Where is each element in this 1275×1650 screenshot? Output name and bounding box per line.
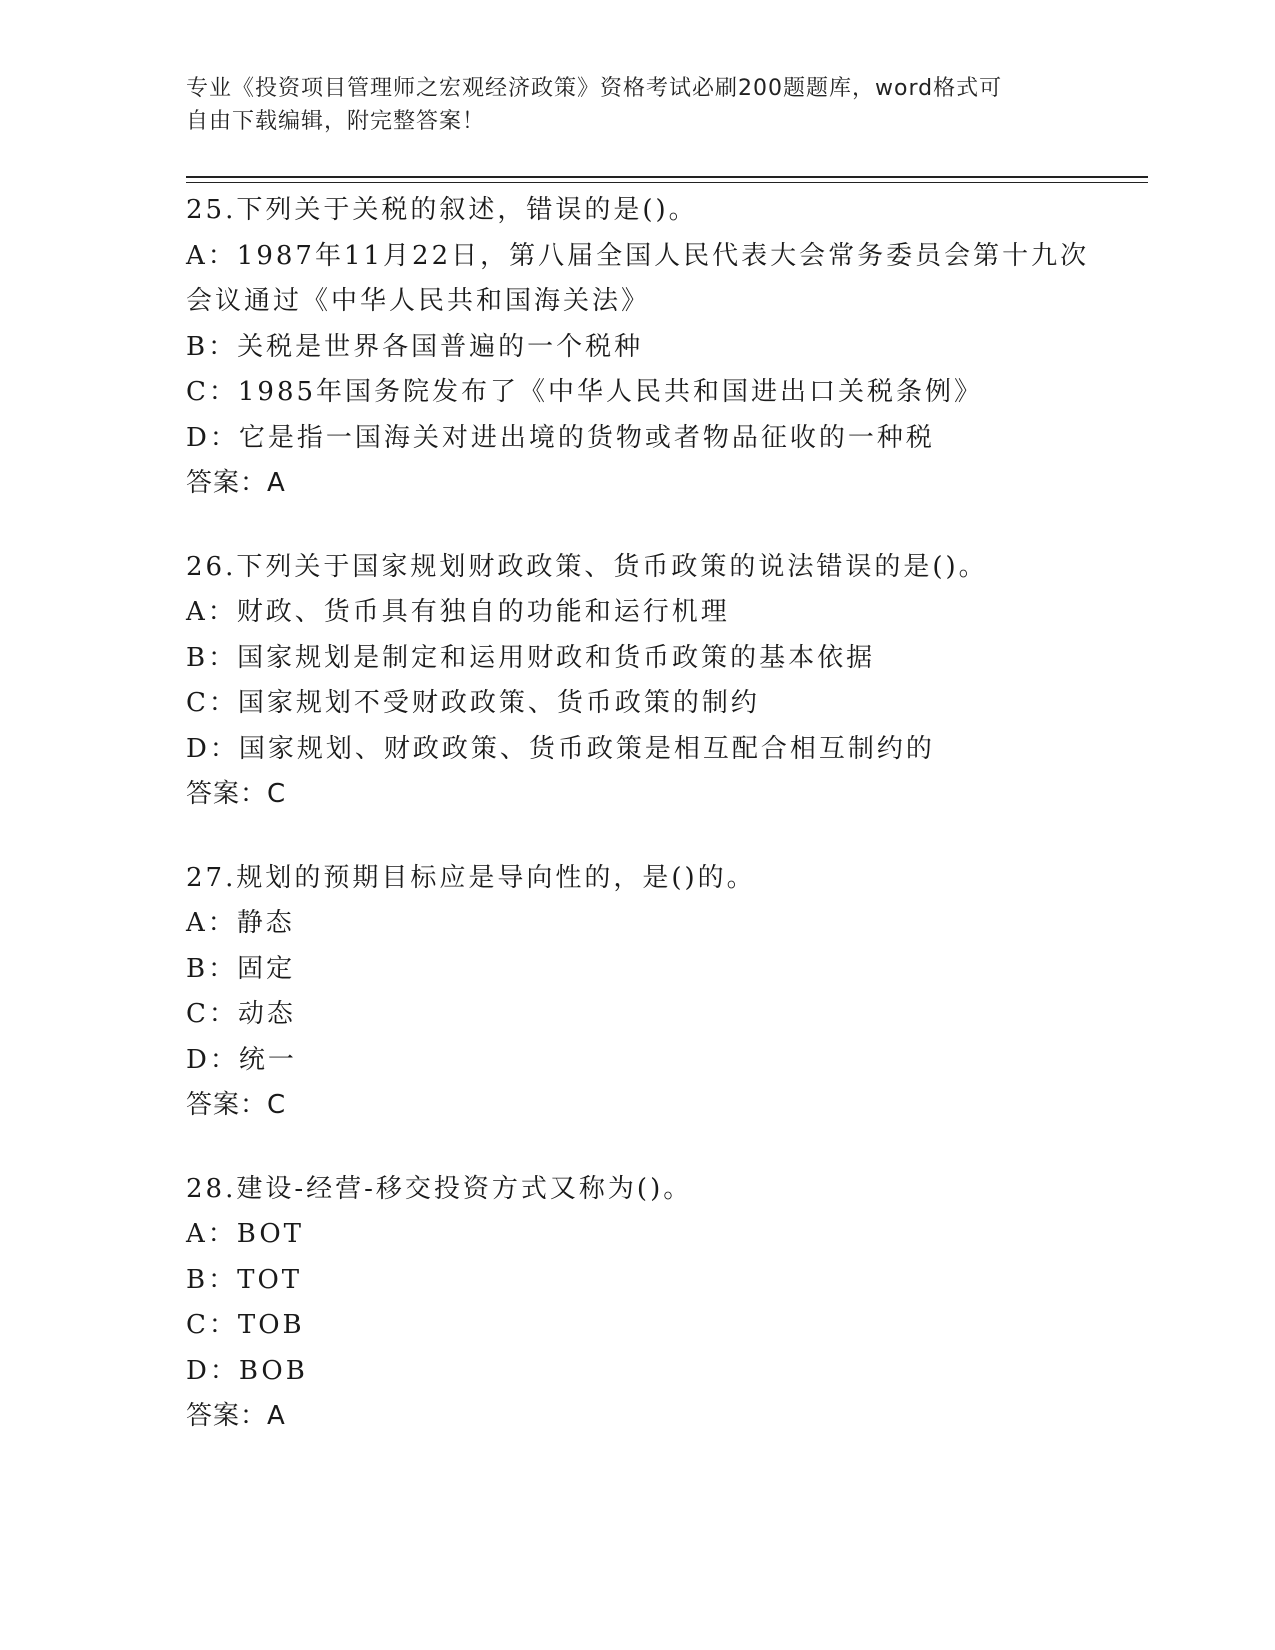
answer-line: 答案：C — [186, 779, 287, 809]
header-divider-thin — [186, 182, 1148, 183]
answer-line: 答案：C — [186, 1090, 287, 1120]
option-c: C：动态 — [186, 999, 296, 1029]
option-b: B：国家规划是制定和运用财政和货币政策的基本依据 — [186, 642, 876, 673]
option-d: D：统一 — [186, 1044, 297, 1075]
option-c: C：TOB — [186, 1310, 305, 1340]
header-line-2: 自由下载编辑，附完整答案！ — [186, 109, 486, 134]
question-28 — [186, 1167, 1106, 1440]
option-b: B：关税是世界各国普遍的一个税种 — [186, 331, 644, 362]
question-25 — [186, 188, 1106, 507]
question-stem: 26.下列关于国家规划财政政策、货币政策的说法错误的是()。 — [186, 551, 988, 582]
header-divider-thick — [186, 176, 1148, 178]
option-d: D：国家规划、财政政策、货币政策是相互配合相互制约的 — [186, 733, 935, 764]
option-c: C：1985年国务院发布了《中华人民共和国进出口关税条例》 — [186, 377, 984, 407]
question-26 — [186, 545, 1106, 818]
option-c: C：国家规划不受财政政策、货币政策的制约 — [186, 688, 760, 718]
option-a: A：BOT — [186, 1219, 305, 1249]
option-a: A：静态 — [186, 908, 295, 938]
question-27 — [186, 856, 1106, 1129]
option-b: B：TOT — [186, 1264, 303, 1295]
answer-line: 答案：A — [186, 1401, 286, 1431]
question-stem: 27.规划的预期目标应是导向性的，是()的。 — [186, 862, 756, 893]
question-stem: 25.下列关于关税的叙述，错误的是()。 — [186, 195, 698, 225]
option-b: B：固定 — [186, 953, 296, 984]
option-a-continued: 会议通过《中华人民共和国海关法》 — [186, 286, 651, 316]
header-line-1: 专业《投资项目管理师之宏观经济政策》资格考试必刷200题题库，word格式可 — [186, 76, 1003, 101]
option-a: A：财政、货币具有独自的功能和运行机理 — [186, 597, 730, 627]
document-header — [186, 72, 1066, 138]
option-d: D：BOB — [186, 1355, 308, 1386]
question-list — [186, 188, 1106, 1478]
question-stem: 28.建设-经营-移交投资方式又称为()。 — [186, 1173, 693, 1204]
answer-line: 答案：A — [186, 468, 286, 498]
option-a: A：1987年11月22日，第八届全国人民代表大会常务委员会第十九次 — [186, 240, 1090, 271]
option-d: D：它是指一国海关对进出境的货物或者物品征收的一种税 — [186, 422, 935, 453]
